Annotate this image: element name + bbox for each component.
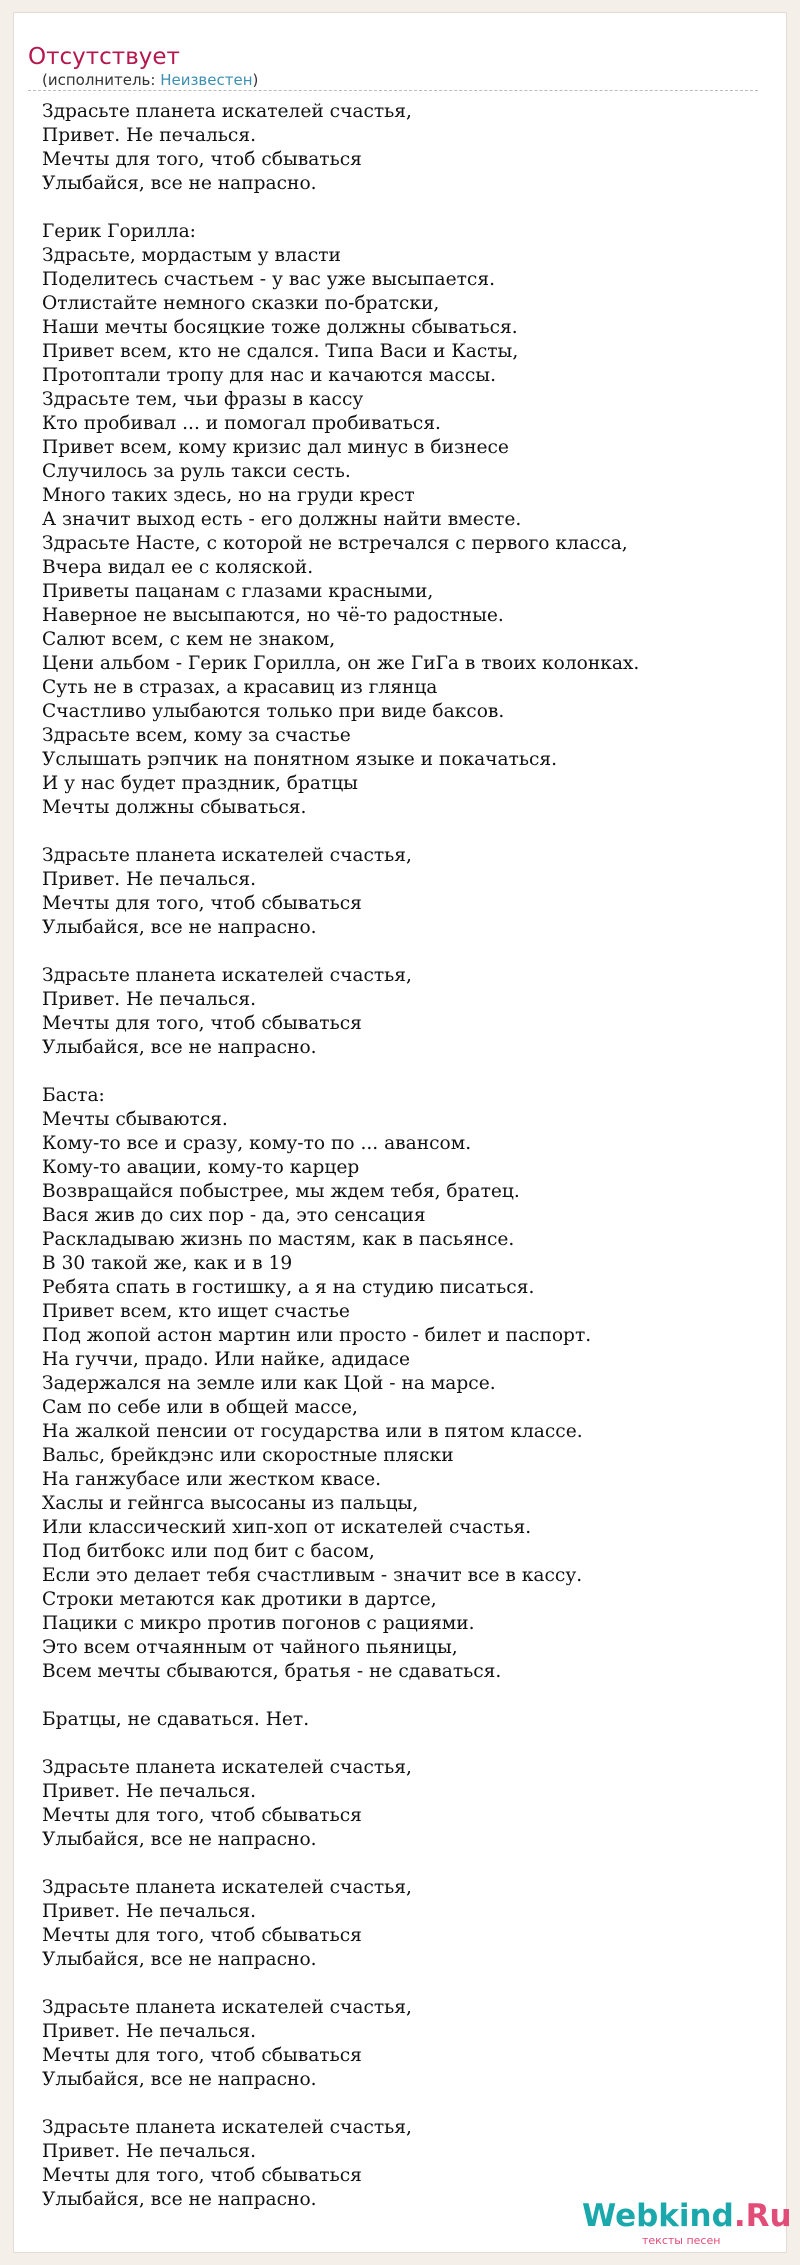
artist-suffix: ) bbox=[252, 71, 259, 89]
logo-wordmark bbox=[582, 2196, 792, 2236]
artist-prefix: (исполнитель: bbox=[42, 71, 161, 89]
artist-line bbox=[42, 70, 258, 90]
title-divider bbox=[28, 90, 758, 91]
artist-link[interactable]: Неизвестен bbox=[160, 71, 253, 89]
logo-tld: Ru bbox=[745, 2198, 792, 2234]
logo-name: Webkind bbox=[582, 2198, 734, 2234]
logo-dot: . bbox=[733, 2198, 746, 2234]
site-logo[interactable] bbox=[582, 2196, 792, 2252]
lyrics-text: Здрасьте планета искателей счастья, Привет. Не печалься. Мечты для того, чтоб сбываться Улыбайся, все не напрасно. Герик Горилла: Здрасьте, мордастым у власти Поделитесь счастьем - у вас уже высыпается. Отлистайте немного сказки по-братски, Наши мечты босяцкие тоже должны сбываться. Привет всем, кто не сдался. Типа Васи и Касты, Протоптали тропу для нас и качаются массы. Здрасьте тем, чьи фразы в кассу Кто пробивал ... и помогал пробиваться. Привет всем, кому кризис дал минус в бизнесе Случилось за руль такси сесть. Много таких здесь, но на груди крест А значит выход есть - его должны найти вместе. Здрасьте Насте, с которой не встречался с первого класса, Вчера видал ее с коляской. Приветы пацанам с глазами красными, Наверное не высыпаются, но чё-то радостные. Салют всем, с кем не знаком, Цени альбом - Герик Горилла, он же ГиГа в твоих колонках. Суть не в стразах, а красавиц из глянца Счастливо улыбаются только при виде баксов. Здрасьте всем, кому за счастье Услышать рэпчик на понятном языке и покачаться. И у нас будет праздник, братцы Мечты должны сбываться. Здрасьте планета искателей счастья, Привет. Не печалься. Мечты для того, чтоб сбываться Улыбайся, все не напрасно. Здрасьте планета искателей счастья, Привет. Не печалься. Мечты для того, чтоб сбываться Улыбайся, все не напрасно. Баста: Мечты сбываются. Кому-то все и сразу, кому-то по ... авансом. Кому-то авации, кому-то карцер Возвращайся побыстрее, мы ждем тебя, братец. Вася жив до сих пор - да, это сенсация Раскладываю жизнь по мастям, как в пасьянсе. В 30 такой же, как и в 19 Ребята спать в гостишку, а я на студию писаться. Привет всем, кто ищет счастье Под жопой астон мартин или просто - билет и паспорт. На гуччи, прадо. Или найке, адидасе Задержался на земле или как Цой - на марсе. Сам по себе или в общей массе, На жалкой пенсии от государства или в пятом классе. Вальс, брейкдэнс или скоростные пляски На ганжубасе или жестком квасе. Хаслы и гейнгса высосаны из пальцы, Или классический хип-хоп от искателей счастья. Под битбокс или под бит с басом, Если это делает тебя счастливым - значит все в кассу. Строки метаются как дротики в дартсе, Пацики с микро против погонов с рациями. Это всем отчаянным от чайного пьяницы, Всем мечты сбываются, братья - не сдаваться. Братцы, не сдаваться. Нет. Здрасьте планета искателей счастья, Привет. Не печалься. Мечты для того, чтоб сбываться Улыбайся, все не напрасно. Здрасьте планета искателей счастья, Привет. Не печалься. Мечты для того, чтоб сбываться Улыбайся, все не напрасно. Здрасьте планета искателей счастья, Привет. Не печалься. Мечты для того, чтоб сбываться Улыбайся, все не напрасно. Здрасьте планета искателей счастья, Привет. Не печалься. Мечты для того, чтоб сбываться Улыбайся, все не напрасно. bbox=[42, 101, 640, 2210]
song-title: Отсутствует bbox=[28, 44, 180, 70]
logo-tagline: тексты песен bbox=[642, 2234, 721, 2247]
